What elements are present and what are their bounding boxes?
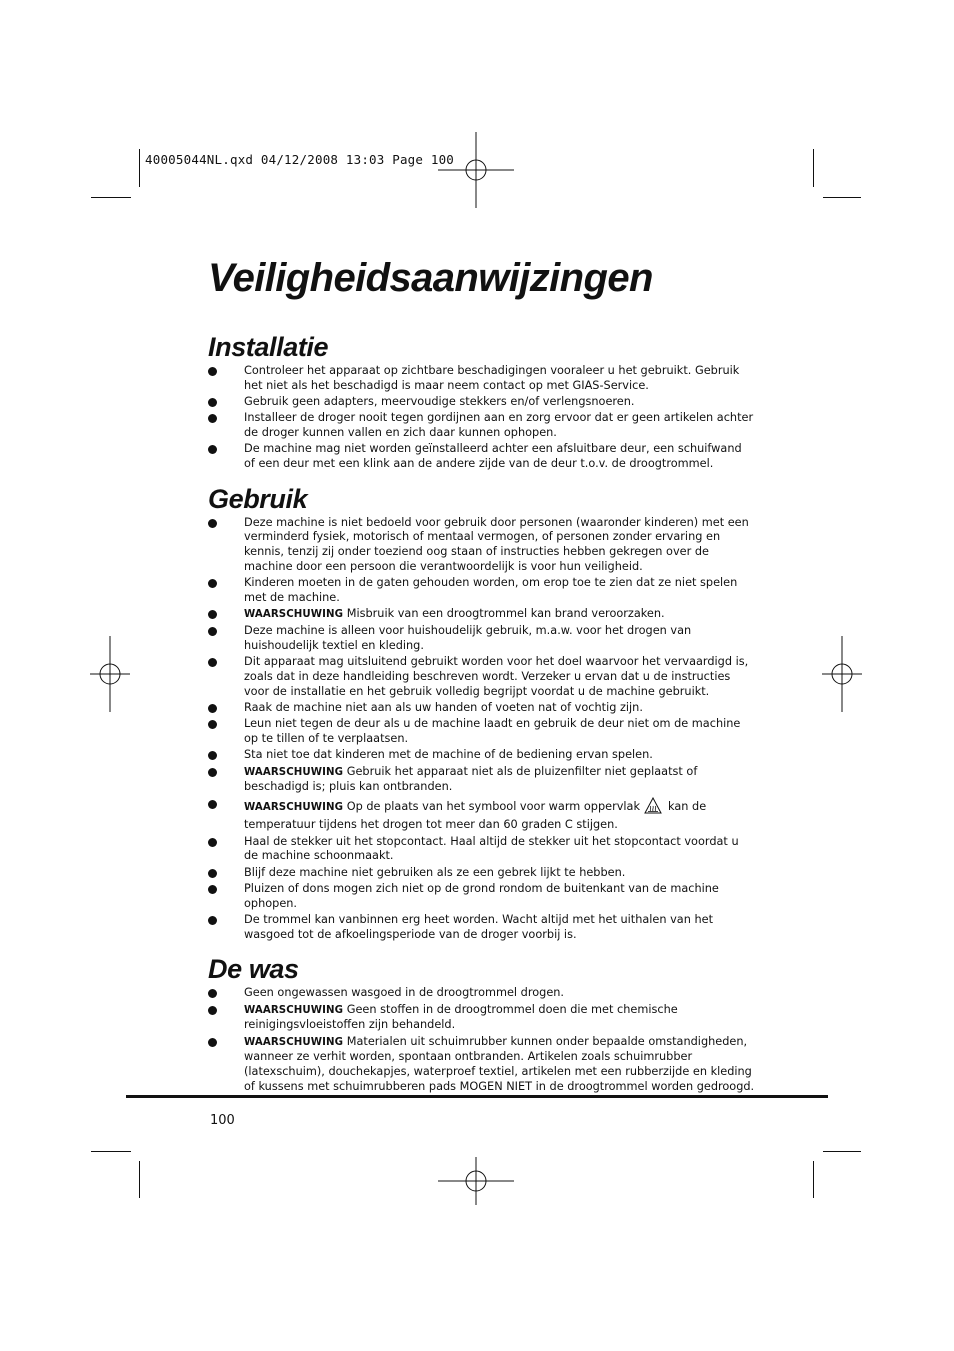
registration-mark-top-icon xyxy=(438,132,514,208)
print-slug: 40005044NL.qxd 04/12/2008 13:03 Page 100 xyxy=(145,152,455,167)
item-text: Deze machine is alleen voor huishoudelijk gebruik, m.a.w. voor het drogen van huishoudelijk textiel en kleding. xyxy=(244,624,692,653)
section-heading: De was xyxy=(208,954,299,985)
item-text: Raak de machine niet aan als uw handen of voeten nat of vochtig zijn. xyxy=(244,701,643,715)
crop-mark-bottom-right-horizontal xyxy=(823,1151,861,1152)
crop-mark-bottom-left-vertical xyxy=(139,1161,140,1198)
bullet-icon xyxy=(208,869,217,878)
bullet-icon xyxy=(208,800,217,809)
item-text: Geen stoffen in de droogtrommel doen die met chemische reinigingsvloeistoffen zijn behandeld. xyxy=(244,1002,678,1032)
bullet-icon xyxy=(208,885,217,894)
item-text: Dit apparaat mag uitsluitend gebruikt worden voor het doel waarvoor het vervaardigd is, zoals dat in deze handleiding beschreven wordt. Verzeker u ervan dat u de instructies voor de installatie en het gebruik volledig begrijpt voordat u de machine gebruikt. xyxy=(244,655,749,698)
list-item xyxy=(208,655,756,699)
hot-surface-warning-icon xyxy=(644,797,662,819)
item-text: Materialen uit schuimrubber kunnen onder bepaalde omstandigheden, wanneer ze verhit worden, spontaan ontbranden. Artikelen zoals schuimrubber (latexschuim), douchekapjes, waterproef textiel, artikelen met een rubberzijde en kleding of kussens met schuimrubberen pads MOGEN NIET in de droogtrommel worden gedroogd. xyxy=(244,1034,755,1093)
list-item xyxy=(208,607,756,623)
item-text: Leun niet tegen de deur als u de machine laadt en gebruik de deur niet om de machine op te tillen of te verplaatsen. xyxy=(244,717,741,746)
item-text: De trommel kan vanbinnen erg heet worden. Wacht altijd met het uithalen van het wasgoed tot de afkoelingsperiode van de droger voorbij is. xyxy=(244,913,714,941)
list-item xyxy=(208,576,756,605)
bullet-list xyxy=(208,986,756,1094)
list-item xyxy=(208,748,756,763)
item-text: Gebruik geen adapters, meervoudige stekkers en/of verlengsnoeren. xyxy=(244,395,635,408)
section-heading: Gebruik xyxy=(208,483,308,514)
bullet-icon xyxy=(208,916,217,925)
list-item xyxy=(208,624,756,653)
item-text: Pluizen of dons mogen zich niet op de grond rondom de buitenkant van de machine ophopen. xyxy=(244,882,719,910)
safety-content xyxy=(208,330,756,1096)
crop-mark-bottom-left-horizontal xyxy=(91,1151,131,1152)
item-text: Gebruik het apparaat niet als de pluizenfilter niet geplaatst of beschadigd is; pluis kan ontbranden. xyxy=(244,764,698,794)
section-de-was xyxy=(208,952,756,1094)
page-number: 100 xyxy=(210,1113,235,1128)
registration-mark-bottom-icon xyxy=(438,1143,514,1219)
bullet-icon xyxy=(208,751,217,760)
list-item xyxy=(208,866,756,881)
warning-label: WAARSCHUWING xyxy=(244,609,344,621)
page-title: Veiligheidsaanwijzingen xyxy=(208,256,653,300)
item-text: Sta niet toe dat kinderen met de machine of de bediening ervan spelen. xyxy=(244,748,653,762)
bullet-list xyxy=(208,516,756,943)
item-text: Controleer het apparaat op zichtbare beschadigingen vooraleer u het gebruikt. Gebruik het niet als het beschadigd is maar neem contact op met GIAS-Service. xyxy=(244,364,740,392)
bullet-icon xyxy=(208,1006,217,1015)
bullet-icon xyxy=(208,445,217,454)
warning-label: WAARSCHUWING xyxy=(244,1004,344,1016)
list-item xyxy=(208,395,756,410)
bullet-list xyxy=(208,364,756,472)
item-text: Deze machine is niet bedoeld voor gebruik door personen (waaronder kinderen) met een verminderd fysiek, motorisch of mentaal vermogen, of personen zonder ervaring en kennis, tenzij zij onder toeziend oog staan of instructies hebben gekregen over de machine door een persoon die verantwoordelijk is voor hun veiligheid. xyxy=(244,515,749,573)
bullet-icon xyxy=(208,720,217,729)
list-item xyxy=(208,1003,756,1033)
section-gebruik xyxy=(208,482,756,943)
list-item xyxy=(208,717,756,746)
bullet-icon xyxy=(208,768,217,777)
footer-rule xyxy=(126,1095,828,1098)
list-item xyxy=(208,913,756,942)
bullet-icon xyxy=(208,704,217,713)
list-item xyxy=(208,516,756,575)
bullet-icon xyxy=(208,989,217,998)
item-text: Haal de stekker uit het stopcontact. Haal altijd de stekker uit het stopcontact voordat u de machine schoonmaakt. xyxy=(244,834,739,863)
list-item xyxy=(208,882,756,911)
list-item xyxy=(208,411,756,440)
section-heading: Installatie xyxy=(208,332,329,362)
item-text: Geen ongewassen wasgoed in de droogtrommel drogen. xyxy=(244,986,565,1000)
registration-mark-left-icon xyxy=(72,636,148,712)
item-text: De machine mag niet worden geïnstalleerd achter een afsluitbare deur, een schuifwand of een deur met een klink aan de andere zijde van de deur t.o.v. de droogtrommel. xyxy=(244,442,742,470)
item-text: Blijf deze machine niet gebruiken als ze een gebrek lijkt te hebben. xyxy=(244,865,626,879)
bullet-icon xyxy=(208,627,217,636)
bullet-icon xyxy=(208,579,217,588)
crop-mark-top-left-horizontal xyxy=(91,197,131,198)
list-item xyxy=(208,986,756,1001)
list-item xyxy=(208,835,756,864)
section-installatie xyxy=(208,330,756,472)
list-item xyxy=(208,1035,756,1095)
bullet-icon xyxy=(208,519,217,528)
crop-mark-top-right-horizontal xyxy=(823,197,861,198)
list-item xyxy=(208,701,756,716)
list-item xyxy=(208,442,756,471)
warning-label: WAARSCHUWING xyxy=(244,1036,344,1048)
bullet-icon xyxy=(208,658,217,667)
bullet-icon xyxy=(208,398,217,407)
bullet-icon xyxy=(208,367,217,376)
item-text-continued: kan de temperatuur tijdens het drogen tot meer dan 60 graden C stijgen. xyxy=(244,799,707,832)
crop-mark-top-left-vertical xyxy=(139,149,140,187)
bullet-icon xyxy=(208,610,217,619)
list-item xyxy=(208,797,756,833)
warning-label: WAARSCHUWING xyxy=(244,801,344,813)
item-text: Misbruik van een droogtrommel kan brand veroorzaken. xyxy=(346,607,665,621)
list-item xyxy=(208,364,756,393)
crop-mark-top-right-vertical xyxy=(813,149,814,187)
registration-mark-right-icon xyxy=(804,636,880,712)
item-text: Kinderen moeten in de gaten gehouden worden, om erop toe te zien dat ze niet spelen met de machine. xyxy=(244,576,738,604)
list-item xyxy=(208,765,756,795)
bullet-icon xyxy=(208,838,217,847)
crop-mark-bottom-right-vertical xyxy=(813,1161,814,1198)
bullet-icon xyxy=(208,414,217,423)
warning-label: WAARSCHUWING xyxy=(244,766,344,778)
item-text: Installeer de droger nooit tegen gordijnen aan en zorg ervoor dat er geen artikelen achter de droger kunnen vallen en zich daar kunnen ophopen. xyxy=(244,411,754,439)
bullet-icon xyxy=(208,1038,217,1047)
item-text: Op de plaats van het symbool voor warm oppervlak xyxy=(346,799,641,813)
